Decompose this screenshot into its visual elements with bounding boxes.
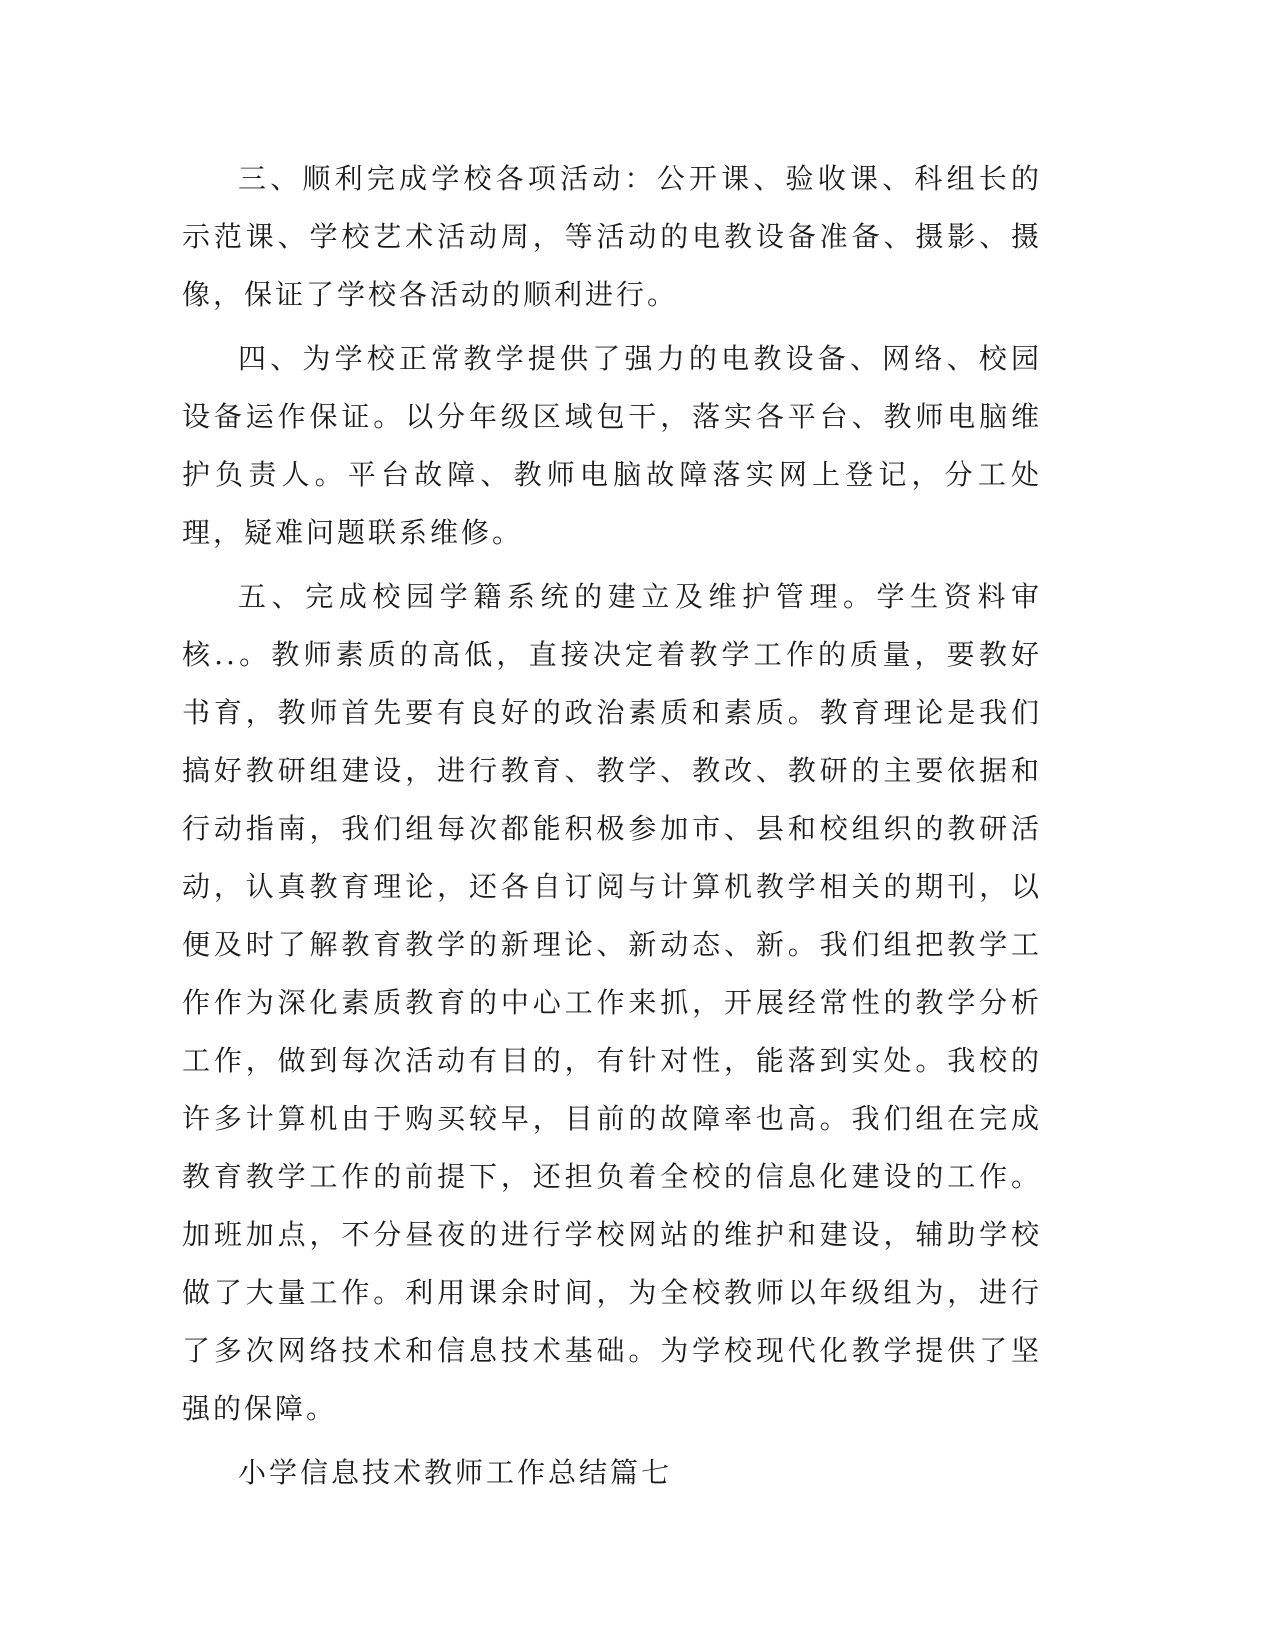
section-heading: 小学信息技术教师工作总结篇七 [238, 1456, 673, 1489]
paragraph-student-records: 五、完成校园学籍系统的建立及维护管理。学生资料审核..。教师素质的高低，直接决定着教学工作的质量，要教好书育，教师首先要有良好的政治素质和素质。教育理论是我们搞好教研组建设，进行教育、教学、教改、教研的主要依据和行动指南，我们组每次都能积极参加市、县和校组织的教研活动，认真教育理论，还各自订阅与计算机教学相关的期刊，以便及时了解教育教学的新理论、新动态、新。我们组把教学工作作为深化素质教育的中心工作来抓，开展经常性的教学分析工作，做到每次活动有目的，有针对性，能落到实处。我校的许多计算机由于购买较早，目前的故障率也高。我们组在完成教育教学工作的前提下，还担负着全校的信息化建设的工作。加班加点，不分昼夜的进行学校网站的维护和建设，辅助学校做了大量工作。利用课余时间，为全校教师以年级组为，进行了多次网络技术和信息技术基础。为学校现代化教学提供了坚强的保障。 [182, 580, 1042, 1425]
document-body [182, 150, 1042, 1502]
paragraph-activities: 三、顺利完成学校各项活动：公开课、验收课、科组长的示范课、学校艺术活动周，等活动的电教设备准备、摄影、摄像，保证了学校各活动的顺利进行。 [182, 162, 1042, 311]
paragraph-equipment: 四、为学校正常教学提供了强力的电教设备、网络、校园设备运作保证。以分年级区域包干，落实各平台、教师电脑维护负责人。平台故障、教师电脑故障落实网上登记，分工处理，疑难问题联系维修。 [182, 342, 1042, 549]
